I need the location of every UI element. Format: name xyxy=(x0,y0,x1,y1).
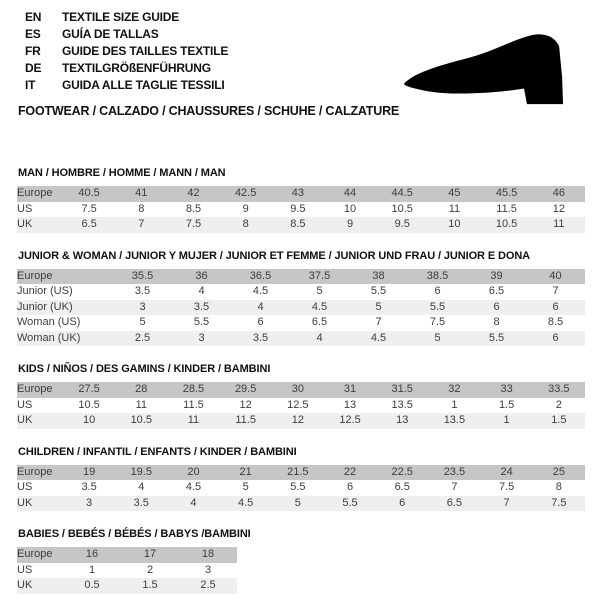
size-value-cell: 10 xyxy=(428,217,480,233)
size-value-cell: 7.5 xyxy=(167,217,219,233)
size-value-cell: 23.5 xyxy=(428,465,480,481)
size-value-cell: 33.5 xyxy=(533,382,585,398)
size-value-cell: 9.5 xyxy=(376,217,428,233)
size-value-cell: 41 xyxy=(115,186,167,202)
row-label: Junior (UK) xyxy=(17,300,113,316)
size-value-cell: 6 xyxy=(526,331,585,347)
size-value-cell: 43 xyxy=(272,186,324,202)
language-code: ES xyxy=(25,26,41,41)
size-value-cell: 3.5 xyxy=(115,496,167,512)
table-row xyxy=(17,284,585,300)
size-value-cell: 46 xyxy=(533,186,585,202)
size-value-cell: 3 xyxy=(113,300,172,316)
size-value-cell: 28 xyxy=(115,382,167,398)
language-title-block xyxy=(25,8,228,93)
size-value-cell: 12.5 xyxy=(324,413,376,429)
table-title: KIDS / NIÑOS / DES GAMINS / KINDER / BAMBINI xyxy=(18,363,271,375)
size-value-cell: 31 xyxy=(324,382,376,398)
size-value-cell: 5.5 xyxy=(324,496,376,512)
size-value-cell: 11.5 xyxy=(481,202,533,218)
size-value-cell: 5 xyxy=(349,300,408,316)
size-value-cell: 5 xyxy=(220,480,272,496)
size-value-cell: 39 xyxy=(467,269,526,285)
row-label: US xyxy=(17,480,63,496)
size-value-cell: 5.5 xyxy=(272,480,324,496)
table-row xyxy=(17,382,585,398)
size-value-cell: 5 xyxy=(408,331,467,347)
size-value-cell: 45 xyxy=(428,186,480,202)
size-value-cell: 2 xyxy=(121,563,179,579)
size-value-cell: 40.5 xyxy=(63,186,115,202)
row-label: Woman (UK) xyxy=(17,331,113,347)
table-row xyxy=(17,217,585,233)
size-value-cell: 1 xyxy=(481,413,533,429)
size-table-block-4 xyxy=(17,445,585,512)
table-row xyxy=(17,563,237,579)
size-value-cell: 28.5 xyxy=(167,382,219,398)
size-value-cell: 35.5 xyxy=(113,269,172,285)
table-row xyxy=(17,547,237,563)
size-value-cell: 6 xyxy=(376,496,428,512)
size-value-cell: 31.5 xyxy=(376,382,428,398)
size-value-cell: 12.5 xyxy=(272,398,324,414)
size-value-cell: 1.5 xyxy=(121,578,179,594)
size-value-cell: 18 xyxy=(179,547,237,563)
language-row-de xyxy=(25,59,228,76)
size-value-cell: 11.5 xyxy=(167,398,219,414)
table-row xyxy=(17,398,585,414)
size-value-cell: 11 xyxy=(167,413,219,429)
size-value-cell: 17 xyxy=(121,547,179,563)
size-value-cell: 8 xyxy=(533,480,585,496)
table-row xyxy=(17,465,585,481)
size-value-cell: 7 xyxy=(349,315,408,331)
size-value-cell: 8 xyxy=(220,217,272,233)
table-title: JUNIOR & WOMAN / JUNIOR Y MUJER / JUNIOR ET FEMME / JUNIOR UND FRAU / JUNIOR E DONA xyxy=(18,249,531,262)
size-value-cell: 6.5 xyxy=(428,496,480,512)
table-row xyxy=(17,578,237,594)
table-row xyxy=(17,413,585,429)
size-value-cell: 6.5 xyxy=(290,315,349,331)
size-value-cell: 5.5 xyxy=(467,331,526,347)
row-label: US xyxy=(17,563,63,579)
size-value-cell: 4 xyxy=(290,331,349,347)
size-value-cell: 45.5 xyxy=(481,186,533,202)
size-value-cell: 3 xyxy=(179,563,237,579)
size-table xyxy=(17,186,585,233)
row-label: US xyxy=(17,202,63,218)
size-value-cell: 5.5 xyxy=(408,300,467,316)
size-value-cell: 4.5 xyxy=(349,331,408,347)
size-value-cell: 27.5 xyxy=(63,382,115,398)
size-value-cell: 9.5 xyxy=(272,202,324,218)
size-table xyxy=(17,382,585,429)
row-label: Europe xyxy=(17,382,63,398)
size-value-cell: 6 xyxy=(467,300,526,316)
table-row xyxy=(17,269,585,285)
size-value-cell: 6.5 xyxy=(376,480,428,496)
size-value-cell: 19 xyxy=(63,465,115,481)
size-value-cell: 10 xyxy=(63,413,115,429)
size-table-block-3 xyxy=(17,362,585,429)
size-value-cell: 7 xyxy=(481,496,533,512)
size-value-cell: 32 xyxy=(428,382,480,398)
table-row xyxy=(17,331,585,347)
size-value-cell: 5 xyxy=(113,315,172,331)
size-value-cell: 5.5 xyxy=(172,315,231,331)
size-value-cell: 7 xyxy=(115,217,167,233)
size-value-cell: 36.5 xyxy=(231,269,290,285)
row-label: US xyxy=(17,398,63,414)
size-value-cell: 5 xyxy=(272,496,324,512)
row-label: Europe xyxy=(17,186,63,202)
size-value-cell: 0.5 xyxy=(63,578,121,594)
size-table xyxy=(17,465,585,512)
language-code: FR xyxy=(25,43,41,58)
size-value-cell: 7 xyxy=(428,480,480,496)
size-value-cell: 9 xyxy=(220,202,272,218)
size-value-cell: 9 xyxy=(324,217,376,233)
size-table-block-1 xyxy=(17,166,585,233)
table-row xyxy=(17,480,585,496)
shoe-icon xyxy=(397,28,573,108)
language-row-es xyxy=(25,25,228,42)
size-value-cell: 2.5 xyxy=(179,578,237,594)
size-value-cell: 7.5 xyxy=(481,480,533,496)
size-value-cell: 11 xyxy=(428,202,480,218)
size-table-block-2 xyxy=(17,249,585,347)
size-value-cell: 11.5 xyxy=(220,413,272,429)
table-row xyxy=(17,186,585,202)
language-code: DE xyxy=(25,60,42,75)
size-value-cell: 11 xyxy=(115,398,167,414)
language-label: TEXTILGRÖßENFÜHRUNG xyxy=(62,60,211,75)
size-value-cell: 13 xyxy=(376,413,428,429)
size-value-cell: 13.5 xyxy=(428,413,480,429)
size-value-cell: 1 xyxy=(63,563,121,579)
size-value-cell: 4.5 xyxy=(231,284,290,300)
size-value-cell: 5.5 xyxy=(349,284,408,300)
size-value-cell: 44 xyxy=(324,186,376,202)
size-value-cell: 36 xyxy=(172,269,231,285)
size-value-cell: 12 xyxy=(272,413,324,429)
category-heading: FOOTWEAR / CALZADO / CHAUSSURES / SCHUHE / CALZATURE xyxy=(18,104,400,118)
size-value-cell: 22.5 xyxy=(376,465,428,481)
row-label: Junior (US) xyxy=(17,284,113,300)
language-label: GUIDE DES TAILLES TEXTILE xyxy=(62,43,229,58)
size-value-cell: 3.5 xyxy=(231,331,290,347)
row-label: Woman (US) xyxy=(17,315,113,331)
size-value-cell: 4 xyxy=(115,480,167,496)
size-value-cell: 16 xyxy=(63,547,121,563)
size-value-cell: 38.5 xyxy=(408,269,467,285)
size-value-cell: 5 xyxy=(290,284,349,300)
size-value-cell: 4.5 xyxy=(220,496,272,512)
language-row-it xyxy=(25,76,228,93)
table-row xyxy=(17,300,585,316)
size-value-cell: 42.5 xyxy=(220,186,272,202)
row-label: Europe xyxy=(17,269,113,285)
table-title: BABIES / BEBÉS / BÉBÉS / BABYS /BAMBINI xyxy=(18,528,251,540)
table-title: CHILDREN / INFANTIL / ENFANTS / KINDER / BAMBINI xyxy=(18,445,297,458)
size-value-cell: 19.5 xyxy=(115,465,167,481)
size-value-cell: 38 xyxy=(349,269,408,285)
size-value-cell: 10 xyxy=(324,202,376,218)
language-label: TEXTILE SIZE GUIDE xyxy=(62,9,180,24)
size-table-block-5 xyxy=(17,527,585,594)
size-value-cell: 29.5 xyxy=(220,382,272,398)
size-value-cell: 4.5 xyxy=(290,300,349,316)
size-value-cell: 10.5 xyxy=(63,398,115,414)
size-value-cell: 8 xyxy=(115,202,167,218)
size-value-cell: 44.5 xyxy=(376,186,428,202)
language-code: EN xyxy=(25,9,42,24)
table-row xyxy=(17,496,585,512)
row-label: UK xyxy=(17,496,63,512)
size-value-cell: 3.5 xyxy=(172,300,231,316)
size-value-cell: 42 xyxy=(167,186,219,202)
size-value-cell: 12 xyxy=(220,398,272,414)
table-row xyxy=(17,315,585,331)
table-title: MAN / HOMBRE / HOMME / MANN / MAN xyxy=(18,167,226,179)
size-value-cell: 13 xyxy=(324,398,376,414)
size-value-cell: 6 xyxy=(526,300,585,316)
tables-section xyxy=(17,166,585,600)
size-value-cell: 21 xyxy=(220,465,272,481)
size-value-cell: 6.5 xyxy=(63,217,115,233)
size-value-cell: 13.5 xyxy=(376,398,428,414)
language-label: GUIDA ALLE TAGLIE TESSILI xyxy=(62,77,225,92)
size-value-cell: 6.5 xyxy=(467,284,526,300)
size-value-cell: 7.5 xyxy=(63,202,115,218)
language-code: IT xyxy=(25,77,36,92)
size-value-cell: 1 xyxy=(428,398,480,414)
row-label: UK xyxy=(17,217,63,233)
row-label: UK xyxy=(17,413,63,429)
size-value-cell: 3 xyxy=(63,496,115,512)
size-value-cell: 10.5 xyxy=(481,217,533,233)
size-value-cell: 8 xyxy=(467,315,526,331)
language-row-fr xyxy=(25,42,228,59)
size-value-cell: 21.5 xyxy=(272,465,324,481)
size-value-cell: 22 xyxy=(324,465,376,481)
size-value-cell: 40 xyxy=(526,269,585,285)
size-value-cell: 24 xyxy=(481,465,533,481)
size-value-cell: 4 xyxy=(172,284,231,300)
size-table xyxy=(17,269,585,347)
size-value-cell: 3.5 xyxy=(63,480,115,496)
language-row-en xyxy=(25,8,228,25)
row-label: Europe xyxy=(17,547,63,563)
size-value-cell: 10.5 xyxy=(376,202,428,218)
row-label: Europe xyxy=(17,465,63,481)
size-value-cell: 8.5 xyxy=(526,315,585,331)
size-value-cell: 1.5 xyxy=(481,398,533,414)
size-value-cell: 25 xyxy=(533,465,585,481)
size-value-cell: 10.5 xyxy=(115,413,167,429)
size-value-cell: 7.5 xyxy=(408,315,467,331)
table-row xyxy=(17,202,585,218)
size-value-cell: 4 xyxy=(231,300,290,316)
size-value-cell: 2.5 xyxy=(113,331,172,347)
size-value-cell: 4 xyxy=(167,496,219,512)
size-value-cell: 12 xyxy=(533,202,585,218)
size-value-cell: 7 xyxy=(526,284,585,300)
size-value-cell: 11 xyxy=(533,217,585,233)
size-value-cell: 30 xyxy=(272,382,324,398)
size-value-cell: 4.5 xyxy=(167,480,219,496)
size-value-cell: 8.5 xyxy=(167,202,219,218)
size-value-cell: 6 xyxy=(324,480,376,496)
size-value-cell: 7.5 xyxy=(533,496,585,512)
size-value-cell: 3 xyxy=(172,331,231,347)
size-value-cell: 6 xyxy=(408,284,467,300)
size-table xyxy=(17,547,237,594)
size-value-cell: 8.5 xyxy=(272,217,324,233)
size-value-cell: 2 xyxy=(533,398,585,414)
size-value-cell: 33 xyxy=(481,382,533,398)
size-value-cell: 20 xyxy=(167,465,219,481)
size-value-cell: 1.5 xyxy=(533,413,585,429)
size-value-cell: 3.5 xyxy=(113,284,172,300)
row-label: UK xyxy=(17,578,63,594)
size-value-cell: 37.5 xyxy=(290,269,349,285)
language-label: GUÍA DE TALLAS xyxy=(62,26,159,41)
size-value-cell: 6 xyxy=(231,315,290,331)
